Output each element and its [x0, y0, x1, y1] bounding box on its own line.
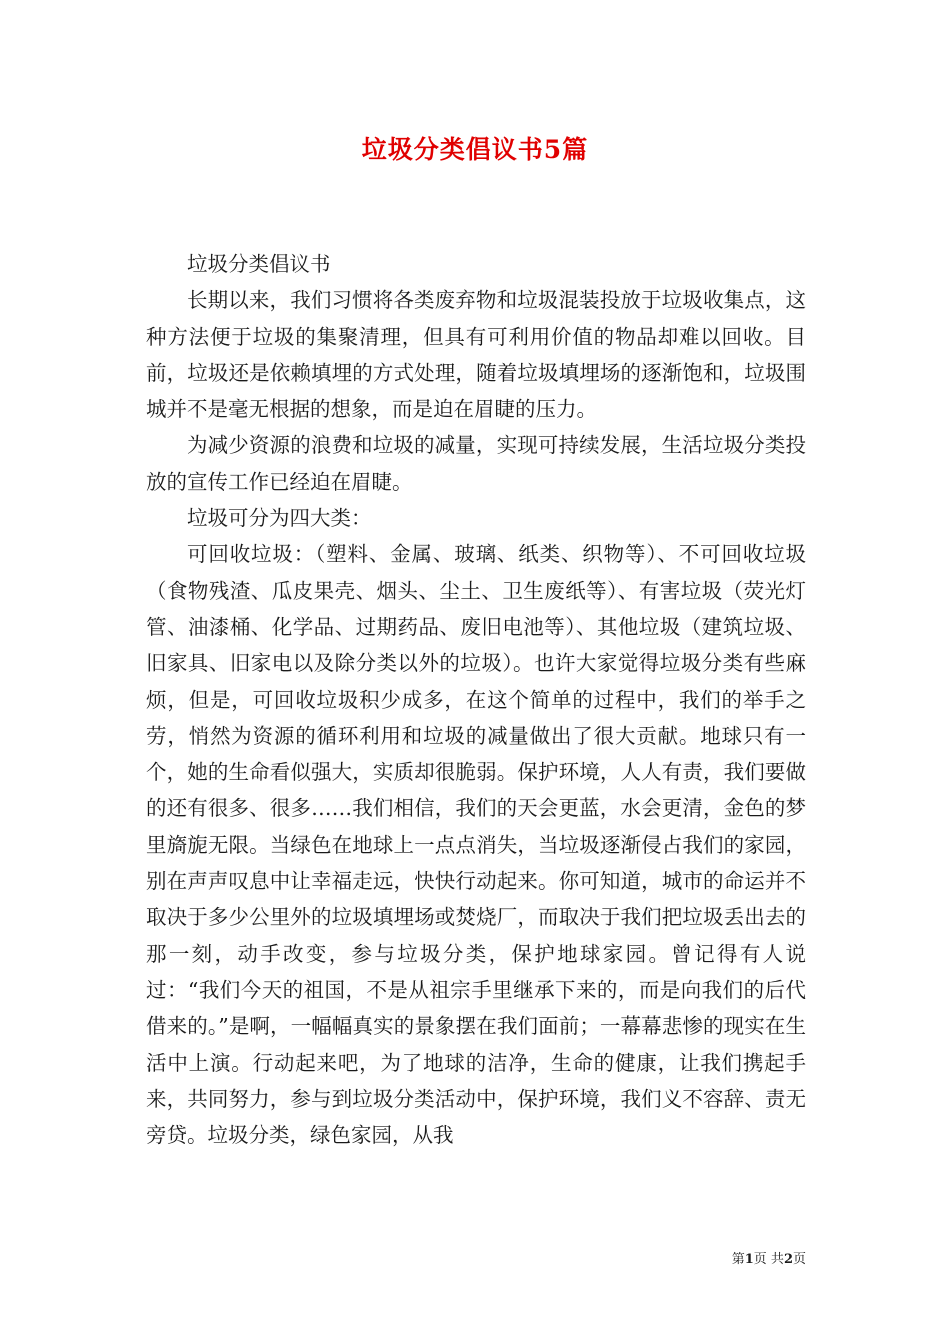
footer-current-page: 1: [744, 1252, 754, 1267]
footer-suffix: 页: [792, 1252, 806, 1267]
paragraph-3: 垃圾可分为四大类：: [187, 506, 372, 531]
paragraph-heading: 垃圾分类倡议书: [187, 252, 331, 276]
footer-total-pages: 2: [783, 1252, 793, 1267]
paragraph-2: 为减少资源的浪费和垃圾的减量，实现可持续发展，生活垃圾分类投放的宣传工作已经迫在眉睫。: [146, 433, 806, 494]
page-footer: [600, 1248, 806, 1267]
footer-middle: 页 共: [753, 1252, 784, 1267]
paragraph-1: 长期以来，我们习惯将各类废弃物和垃圾混装投放于垃圾收集点，这种方法便于垃圾的集聚清理，但具有可利用价值的物品却难以回收。目前，垃圾还是依赖填埋的方式处理，随着垃圾填埋场的逐渐饱和，垃圾围城并不是毫无根据的想象，而是迫在眉睫的压力。: [146, 288, 806, 422]
document-title: 垃圾分类倡议书5篇: [361, 135, 589, 164]
paragraph-4: 可回收垃圾：（塑料、金属、玻璃、纸类、织物等）、不可回收垃圾（食物残渣、瓜皮果壳、烟头、尘土、卫生废纸等）、有害垃圾（荧光灯管、油漆桶、化学品、过期药品、废旧电池等）、其他垃圾（建筑垃圾、旧家具、旧家电以及除分类以外的垃圾）。也许大家觉得垃圾分类有些麻烦，但是，可回收垃圾积少成多，在这个简单的过程中，我们的举手之劳，悄然为资源的循环利用和垃圾的减量做出了很大贡献。地球只有一个，她的生命看似强大，实质却很脆弱。保护环境，人人有责，我们要做的还有很多、很多……我们相信，我们的天会更蓝，水会更清，金色的梦里旖旎无限。当绿色在地球上一点点消失，当垃圾逐渐侵占我们的家园，别在声声叹息中让幸福走远，快快行动起来。你可知道，城市的命运并不取决于多少公里外的垃圾填埋场或焚烧厂，而取决于我们把垃圾丢出去的那一刻，动手改变，参与垃圾分类，保护地球家园。曾记得有人说过：“我们今天的祖国，不是从祖宗手里继承下来的，而是向我们的后代借来的。”是啊，一幅幅真实的景象摆在我们面前；一幕幕悲惨的现实在生活中上演。行动起来吧，为了地球的洁净，生命的健康，让我们携起手来，共同努力，参与到垃圾分类活动中，保护环境，我们义不容辞、责无旁贷。垃圾分类，绿色家园，从我: [146, 542, 806, 1148]
footer-prefix: 第: [731, 1252, 745, 1267]
document-body: [146, 246, 806, 1153]
